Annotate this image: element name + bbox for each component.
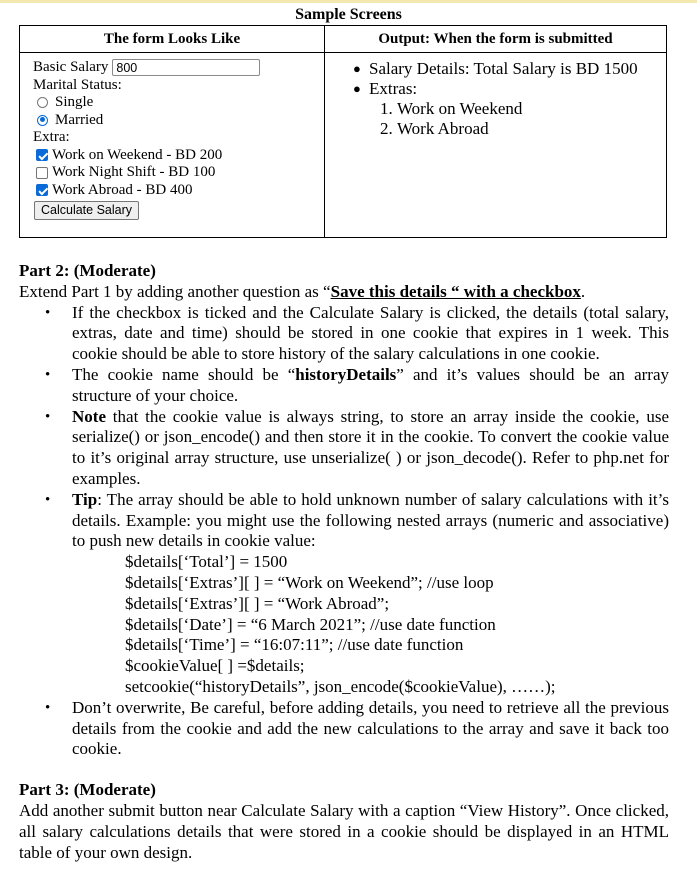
basic-salary-label: Basic Salary <box>33 59 109 75</box>
part2-bullet: • Note that the cookie value is always string, to store an array inside the cookie, use serialize() or json_encode() and then store it in the cookie. To convert the cookie value to it’s original array structure, use unserialize( ) or json_decode(). Refer to php.net for examples. <box>72 407 669 490</box>
abroad-checkbox[interactable] <box>36 184 48 196</box>
radio-married-row[interactable] <box>33 112 260 130</box>
part3-body: Add another submit button near Calculate Salary with a caption “View History”. Once clicked, all salary calculations details that were stored in a cookie should be displayed in an HTML table of your own design. <box>19 800 669 862</box>
part2-bullet: • The cookie name should be “historyDetails” and it’s values should be an array structure of your choice. <box>72 365 669 407</box>
top-highlight-strip <box>0 0 697 3</box>
form-column-header: The form Looks Like <box>20 26 325 53</box>
radio-single-row[interactable] <box>33 94 260 112</box>
married-radio[interactable] <box>37 115 48 126</box>
code-line: $details[‘Extras’][ ] = “Work on Weekend”; //use loop <box>125 572 494 592</box>
extras-list <box>353 99 638 139</box>
output-preview-cell <box>325 53 667 238</box>
code-line: $details[‘Extras’][ ] = “Work Abroad”; <box>125 593 390 613</box>
extra-label: Extra: <box>33 129 70 145</box>
form-preview-cell <box>20 53 325 238</box>
part2-bullets <box>19 303 669 553</box>
output-column-header: Output: When the form is submitted <box>325 26 667 53</box>
assignment-text <box>19 261 669 863</box>
weekend-label: Work on Weekend - BD 200 <box>52 146 223 163</box>
sample-screens-table <box>19 25 667 238</box>
code-line: setcookie(“historyDetails”, json_encode($cookieValue), ……); <box>125 676 556 696</box>
output-bullet-extras <box>353 79 638 99</box>
code-line: $details[‘Total’] = 1500 <box>125 552 288 572</box>
bullet-icon: ● <box>353 81 361 96</box>
checkbox-night-row[interactable] <box>33 164 260 182</box>
extras-item: 2. Work Abroad <box>397 119 638 139</box>
single-label: Single <box>55 94 94 110</box>
weekend-checkbox[interactable] <box>36 149 48 161</box>
sample-screens-caption: Sample Screens <box>295 6 402 23</box>
basic-salary-row <box>33 59 260 77</box>
abroad-label: Work Abroad - BD 400 <box>52 181 193 198</box>
part3-heading: Part 3: (Moderate) <box>19 780 156 800</box>
part2-bullet: • Don’t overwrite, Be careful, before adding details, you need to retrieve all the previous details from the cookie and add the new calculations to the array and save it back too cookie. <box>72 698 669 760</box>
checkbox-abroad-row[interactable] <box>33 182 260 200</box>
code-example <box>19 552 669 698</box>
calculate-salary-button[interactable]: Calculate Salary <box>34 201 139 220</box>
bullet-icon: ● <box>353 61 361 76</box>
basic-salary-input[interactable]: 800 <box>112 59 260 76</box>
output-bullet-salary <box>353 59 638 79</box>
night-shift-checkbox[interactable] <box>36 167 48 179</box>
code-line: $details[‘Time’] = “16:07:11”; //use date function <box>125 635 464 655</box>
part2-bullet: • If the checkbox is ticked and the Calculate Salary is clicked, the details (total salary, extras, date and time) should be stored in one cookie that expires in 1 week. This cookie should be able to store history of the salary calculations in one cookie. <box>72 303 669 365</box>
save-details-phrase: Save this details “ with a checkbox <box>330 281 581 301</box>
extras-text: Extras: <box>369 79 418 98</box>
part2-bullets-tail <box>19 698 669 760</box>
checkbox-weekend-row[interactable] <box>33 147 260 165</box>
part2-bullet: • Tip: The array should be able to hold unknown number of salary calculations with it’s details. Example: you might use the following nested arrays (numeric and associative) to push new details in cookie value: <box>72 490 669 552</box>
married-label: Married <box>55 111 104 128</box>
single-radio[interactable] <box>37 97 48 108</box>
salary-output <box>353 59 638 139</box>
extras-item: 1. Work on Weekend <box>397 99 638 119</box>
night-shift-label: Work Night Shift - BD 100 <box>52 164 216 180</box>
marital-status-label: Marital Status: <box>33 76 122 93</box>
code-line: $details[‘Date’] = “6 March 2021”; //use date function <box>125 614 496 634</box>
part2-heading: Part 2: (Moderate) <box>19 261 156 280</box>
salary-details-text: Salary Details: Total Salary is BD 1500 <box>369 59 638 78</box>
salary-form <box>33 59 260 220</box>
code-line: $cookieValue[ ] =$details; <box>125 656 305 676</box>
part2-intro: Extend Part 1 by adding another question as “Save this details “ with a checkbox. <box>19 281 586 301</box>
